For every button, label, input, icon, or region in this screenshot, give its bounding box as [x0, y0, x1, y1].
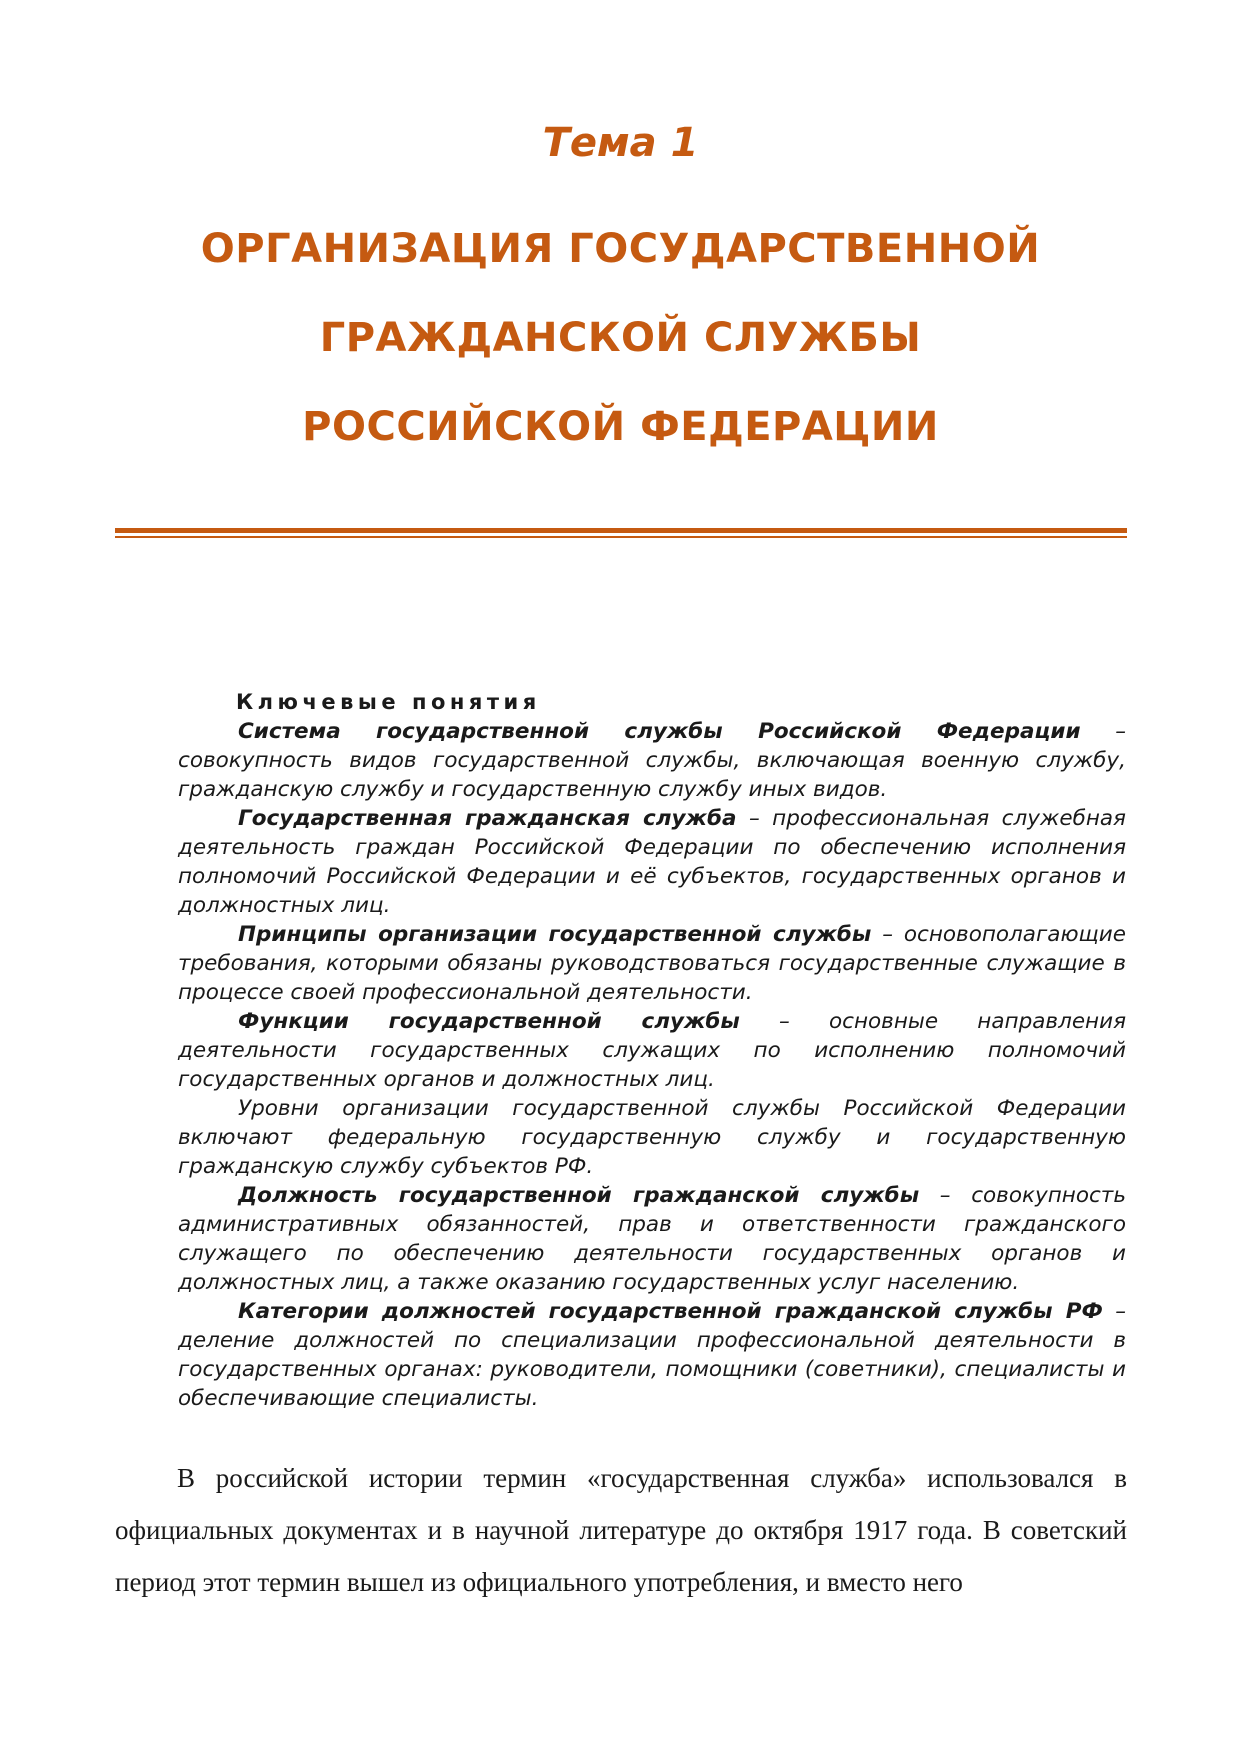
concept-item — [178, 1181, 1126, 1297]
concept-term: Категории должностей государственной гражданской службы РФ — [238, 1299, 1103, 1324]
concept-item — [178, 1094, 1126, 1181]
concept-item — [178, 804, 1126, 920]
topic-label: Тема 1 — [542, 120, 699, 166]
title-divider-thick — [115, 528, 1127, 533]
title-divider-thin — [115, 536, 1127, 538]
concept-definition: – совокупность административных обязанностей, прав и ответственности гражданского служащего по обеспечению деятельности государственных органов и должностных лиц, а также оказанию государственных услуг населению. — [178, 1183, 1126, 1295]
concept-item — [178, 1007, 1126, 1094]
concept-definition: – профессиональная служебная деятельность граждан Российской Федерации по обеспечению исполнения полномочий Российской Федерации и её субъектов, государственных органов и должностных лиц. — [178, 806, 1126, 918]
concept-term: Функции государственной службы — [238, 1009, 740, 1034]
concept-definition: – совокупность видов государственной службы, включающая военную службу, гражданскую службу и государственную службу иных видов. — [178, 719, 1126, 802]
concept-term: Государственная гражданская служба — [238, 806, 737, 831]
key-concepts-section — [178, 688, 1126, 1413]
concept-term: Система государственной службы Российской Федерации — [238, 719, 1081, 744]
concept-item — [178, 717, 1126, 804]
key-concepts-heading: Ключевые понятия — [236, 690, 541, 714]
body-paragraph: В российской истории термин «государственная служба» использовался в официальных документах и в научной литературе до октября 1917 года. В советский период этот термин вышел из официального употребления, и вместо него — [115, 1463, 1127, 1597]
concept-term: Должность государственной гражданской службы — [238, 1183, 920, 1208]
concept-definition: – деление должностей по специализации профессиональной деятельности в государственных органах: руководители, помощники (советники), специалисты и обеспечивающие специалисты. — [178, 1299, 1126, 1411]
chapter-title-line-1: ОРГАНИЗАЦИЯ ГОСУДАРСТВЕННОЙ — [200, 226, 1041, 272]
concept-definition: – основные направления деятельности государственных служащих по исполнению полномочий государственных органов и должностных лиц. — [178, 1009, 1127, 1092]
body-text — [115, 1452, 1127, 1608]
concept-term: Принципы организации государственной службы — [238, 922, 872, 947]
concept-item — [178, 920, 1126, 1007]
chapter-title-line-2: ГРАЖДАНСКОЙ СЛУЖБЫ — [319, 315, 922, 361]
concept-item — [178, 1297, 1126, 1413]
concept-definition: – основополагающие требования, которыми обязаны руководствоваться государственные служащие в процессе своей профессиональной деятельности. — [178, 922, 1126, 1005]
chapter-title — [0, 205, 1241, 472]
chapter-title-line-3: РОССИЙСКОЙ ФЕДЕРАЦИИ — [302, 404, 939, 450]
concept-definition: Уровни организации государственной службы Российской Федерации включают федеральную государственную службу и государственную гражданскую службу субъектов РФ. — [178, 1096, 1126, 1179]
